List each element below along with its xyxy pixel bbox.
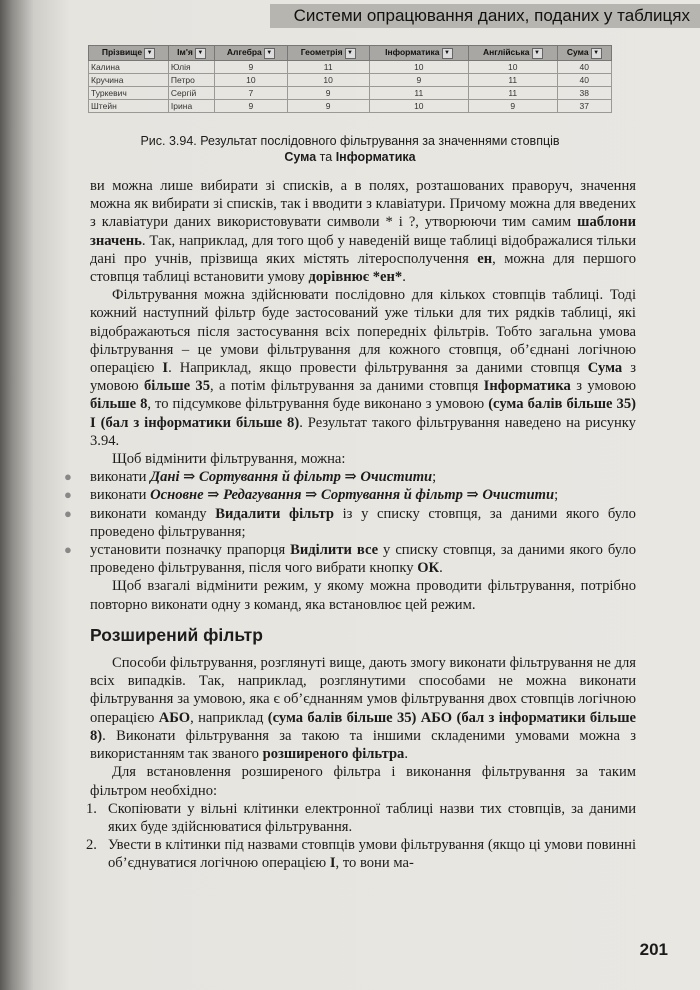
- paragraph: Щоб відмінити фільтрування, можна:: [112, 451, 346, 468]
- table-cell: Штейн: [89, 100, 169, 113]
- column-header: Алгебра ▼: [215, 46, 288, 61]
- list-item: 2. Увести в клітинки під назвами стовпців умови фільтрування (якщо ці умови повинні об’єднуватися логічною операцією І, то вони ма-: [86, 837, 636, 872]
- table-cell: 9: [287, 87, 369, 100]
- main-text: [64, 177, 636, 873]
- page-number: 201: [639, 940, 668, 959]
- running-header: Системи опрацювання даних, поданих у таблицях: [270, 4, 700, 28]
- table-cell: 7: [215, 87, 288, 100]
- paragraph: ви можна лише вибирати зі списків, а в полях, розташованих праворуч, значення можна як вибирати зі списків, так і вводити з клавіатури. Причому можна для введених з клавіатури даних використовувати символи * і ?, утворюючи тим самим шаблони значень. Так, наприклад, для того щоб у наведеній вище таблиці відображалися тільки дані про учнів, прізвища яких містять літеросполучення ен, можна для першого стовпця таблиці встановити умову дорівнює *ен*.: [90, 178, 636, 286]
- numbered-list: [86, 800, 636, 873]
- table-cell: 11: [468, 87, 557, 100]
- table-cell: 9: [287, 100, 369, 113]
- section-heading: Розширений фільтр: [90, 624, 263, 645]
- table-cell: 11: [468, 74, 557, 87]
- table-header-row: [89, 46, 612, 61]
- filter-active-icon: ▼: [591, 48, 602, 59]
- list-item: 1. Скопіювати у вільні клітинки електронної таблиці назви тих стовпців, за даними яких буде здійснюватися фільтрування.: [86, 800, 636, 835]
- list-item: ● виконати команду Видалити фільтр із у списку стовпця, за даними якого було проведено фільтрування;: [64, 505, 636, 540]
- column-header: Сума ▼: [557, 46, 611, 61]
- table-cell: 10: [215, 74, 288, 87]
- bullet-icon: ●: [64, 469, 72, 485]
- table-cell: 10: [468, 61, 557, 74]
- table-cell: Сергій: [168, 87, 214, 100]
- bullet-list: [64, 468, 636, 577]
- table-cell: 40: [557, 61, 611, 74]
- paragraph: Щоб взагалі відмінити режим, у якому можна проводити фільтрування, потрібно повторно виконати одну з команд, яка встановлює цей режим.: [90, 578, 636, 613]
- table-cell: Туркевич: [89, 87, 169, 100]
- table-cell: Ірина: [168, 100, 214, 113]
- filter-dropdown-icon: ▼: [345, 48, 356, 59]
- column-header: Англійська ▼: [468, 46, 557, 61]
- table-cell: 10: [287, 74, 369, 87]
- table-cell: Петро: [168, 74, 214, 87]
- table-cell: Юлія: [168, 61, 214, 74]
- table-row: [89, 87, 612, 100]
- table-cell: 9: [215, 100, 288, 113]
- table-cell: 9: [215, 61, 288, 74]
- column-header: Ім'я ▼: [168, 46, 214, 61]
- table-cell: 11: [287, 61, 369, 74]
- bullet-icon: ●: [64, 505, 72, 521]
- table-row: [89, 74, 612, 87]
- filter-dropdown-icon: ▼: [532, 48, 543, 59]
- table-cell: 11: [369, 87, 468, 100]
- filter-active-icon: ▼: [442, 48, 453, 59]
- table-row: [89, 61, 612, 74]
- list-item: ● установити позначку прапорця Виділити все у списку стовпця, за даними якого було проведено фільтрування, після чого вибрати кнопку ОК.: [64, 542, 636, 577]
- table-cell: 9: [369, 74, 468, 87]
- bullet-icon: ●: [64, 542, 72, 558]
- table-cell: 9: [468, 100, 557, 113]
- bullet-icon: ●: [64, 487, 72, 503]
- filter-dropdown-icon: ▼: [195, 48, 206, 59]
- caption-line: Сума та Інформатика: [284, 150, 416, 164]
- column-header: Геометрія ▼: [287, 46, 369, 61]
- list-item: ● виконати Дані ⇒ Сортування й фільтр ⇒ Очистити;: [64, 469, 437, 486]
- paragraph: Фільтрування можна здійснювати послідовно для кількох стовпців таблиці. Тоді кожний наступний фільтр буде застосований уже тільки для тих рядків таблиці, які відображаються після застосування всіх попередніх фільтрів. Тобто загальна умова фільтрування – це умови фільтрування для кожного стовпця, об’єднані логічною операцією І. Наприклад, якщо провести фільтрування за даними стовпця Сума з умовою більше 35, а потім фільтрування за даними стовпця Інформатика з умовою більше 8, то підсумкове фільтрування буде виконано з умовою (сума балів більше 35) І (бал з інформатики більше 8). Результат такого фільтрування наведено на рисунку 3.94.: [90, 287, 636, 449]
- table-cell: 10: [369, 100, 468, 113]
- table-cell: 10: [369, 61, 468, 74]
- table-cell: 38: [557, 87, 611, 100]
- paragraph: Для встановлення розширеного фільтра і виконання фільтрування за таким фільтром необхідно:: [90, 764, 636, 799]
- column-header: Прізвище ▼: [89, 46, 169, 61]
- caption-line: Рис. 3.94. Результат послідовного фільтрування за значеннями стовпців: [140, 134, 560, 148]
- table-cell: 40: [557, 74, 611, 87]
- table-cell: Кручина: [89, 74, 169, 87]
- table-cell: Калина: [89, 61, 169, 74]
- table-cell: 37: [557, 100, 611, 113]
- paragraph: Способи фільтрування, розглянуті вище, дають змогу виконати фільтрування не для всіх випадків. Так, наприклад, розглянутими способами не можна виконати фільтрування за умовою, яка є об’єднанням умов фільтрування двох стовпців логічною операцією АБО, наприклад (сума балів більше 35) АБО (бал з інформатики більше 8). Виконати фільтрування за такою та іншими складеними умовами можна з використанням так званого розширеного фільтра.: [90, 655, 636, 763]
- filter-dropdown-icon: ▼: [144, 48, 155, 59]
- filter-dropdown-icon: ▼: [264, 48, 275, 59]
- spreadsheet-figure: [88, 45, 612, 113]
- figure-caption: [100, 133, 600, 165]
- table-row: [89, 100, 612, 113]
- list-item: ● виконати Основне ⇒ Редагування ⇒ Сортування й фільтр ⇒ Очистити;: [64, 487, 559, 504]
- column-header: Інформатика ▼: [369, 46, 468, 61]
